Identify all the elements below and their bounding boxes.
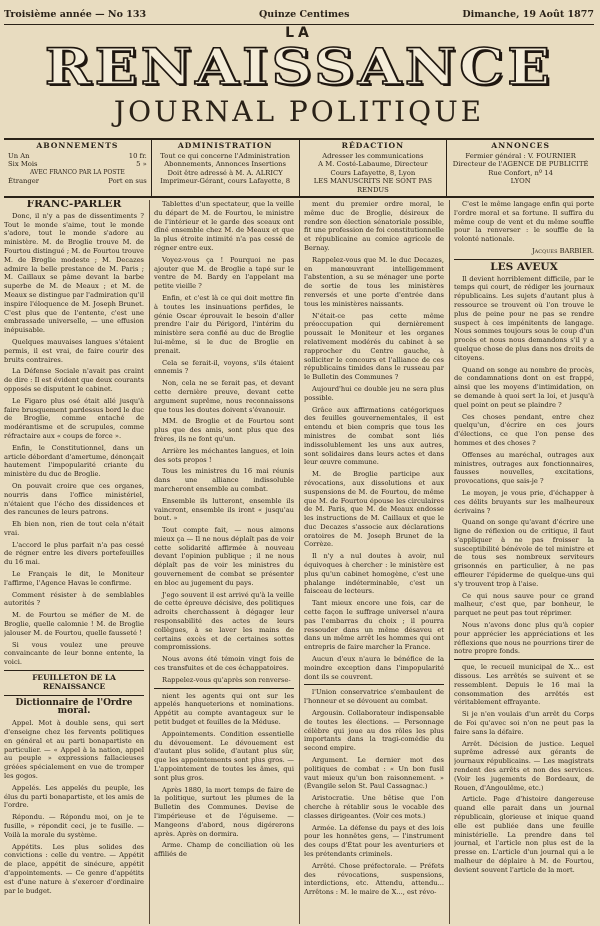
masthead-article: LA: [285, 25, 313, 41]
subscriptions-box: [4, 140, 151, 196]
dictionary-title: Dictionnaire de l'Ordre moral.: [15, 697, 133, 717]
article-title: FRANC-PARLER: [26, 200, 122, 210]
newspaper-page: [4, 4, 594, 922]
column-3: ment du premier ordre moral, le même duc de Broglie, désireux de rendre son élection sénatoriale possible, fit une profession de foi constitutionnelle et républicaine au comice agricole de Bernay. Rappelez-vous que M. le duc Decazes, en manœuvrant intelligemment l'abstention, a su se ménager une porte de sortie de tous les ministères renversés et une porte d'entrée dans tous les ministères naissants. N'était-ce pas cette même préoccupation qui dernièrement poussait le Moniteur et les organes relativement modérés du cabinet à se rapprocher du Centre gauche, à solliciter le concours et l'alliance de ces républicains timides dans le russeau par le Bulletin des Communes ? Aujourd'hui ce double jeu ne sera plus possible. Grâce aux affirmations catégoriques des feuilles gouvernementales, il est entendu et bien compris que tous les ministres de combat sont liés indissolublement les uns aux autres, sont solidaires dans leurs actes et dans leur œuvre commune. M. de Broglie participe aux révocations, aux dissolutions et aux suspensions de M. de Fourtou, de même que M. de Fourtou épouse les circulaires de M. Paris, que M. de Meaux endosse les instructions de M. Caillaux et que le duc Decazes s'associe aux déclarations oratoires de M. Joseph Brunet de la Corrèze. Il n'y a nul doutes à avoir, nul équivoques à chercher : le ministère est plus qu'un cabinet homogène, c'est une phalange indéterminable, c'est un faisceau de lecteurs. Tant mieux encore une fois, car de cette façon le suffrage universel n'aura pas l'embarras du choix ; il pourra ressouder dans un même désaveu et dans un même arrêt les hommes qui ont entrepris de faire marcher la France. Aucun d'eux n'aura le bénéfice de la moindre exception dans l'impopularité dont ils se couvrent. l'Union conservatrice s'embaulent de l'honneur et se dévouent au combat. Argousin. Collaborateur indispensable de toutes les élections. — Personnage célèbre qui joue au dos rôles les plus importants dans la tragi-comédie du second empire. Argument. Le dernier mot des politiques de combat : « Un bon fusil vaut mieux qu'un bon raisonnement. » (Évangile selon St. Paul Cassagnac.) Aristocratie. Une bêtise que l'on cherche à rétablir sous le vocable des classes dirigeantes. (Voir ces mots.) Armée. La défense du pays et des lois pour les honnêtes gens, — l'instrument des coups d'État pour les aventuriers et les prétendants criminels. Arrêté. Chose préfectorale. — Préfets des révocations, suspensions, interdictions, etc. Attendu, attendu... Arrêtons : M. le maire de X..., est révo-: [304, 200, 444, 897]
subscription-row: Étranger Port en sus: [8, 177, 147, 186]
author-signature: Jacques BARBIER.: [531, 246, 594, 255]
masthead: [4, 26, 594, 128]
advertising-box: ANNONCES Fermier général : V. FOURNIER Directeur de l'AGENCE DE PUBLICITÉ Rue Confort, nº 14 LYON: [446, 140, 594, 196]
administration-heading: ADMINISTRATION: [177, 141, 273, 150]
editorial-box: RÉDACTION Adresser les communications A M. Costé-Labaume, Directeur Cours Lafayette, 8, Lyon LES MANUSCRITS NE SONT PAS RENDUS: [299, 140, 447, 196]
subscription-row: Six Mois 5 »: [8, 160, 147, 169]
info-bar: [4, 138, 594, 198]
masthead-subtitle: JOURNAL POLITIQUE: [113, 95, 485, 128]
feuilleton-heading: FEUILLETON DE LA RENAISSANCE: [32, 673, 116, 691]
column-2: Tablettes d'un spectateur, que la veille du départ de M. de Fourtou, le ministre de l'intérieur et le garde des sceaux ont dîné ensemble chez M. de Meaux et que la plus étroite intimité n'a pas cessé de régner entre eux. Voyez-vous ça ! Pourquoi ne pas ajouter que M. de Broglie a tapé sur le ventre de M. Bardy en l'appelant ma petite vieille ? Enfin, et c'est là ce qui doit mettre fin à toutes les insinuations perfides, le génie Oscar éprouvait le besoin d'aller prendre l'air du Périgord, l'intérim du ministère sera confié au duc de Broglie lui-même, si le duc de Broglie en prenait. Cela se ferait-il, voyons, s'ils étaient ennemis ? Non, cela ne se ferait pas, et devant cette dernière preuve, devant cette argument suprême, nous reconnaissons que tous les doutes doivent s'évanouir. MM. de Broglie et de Fourtou sont plus que des amis, sont plus que des frères, ils ne font qu'un. Arrière les méchantes langues, et loin des sots propos ! Tous les ministres du 16 mai réunis dans une alliance indissoluble marcheront ensemble au combat. Ensemble ils lutteront, ensemble ils vaincront, ensemble ils iront « jusqu'au bout. » Tout compte fait, — nous aimons mieux ça — Il ne nous déplaît pas de voir cette solidarité affirmée à nouveau devant l'opinion publique ; il ne nous déplaît pas de voir les ministres du gouvernement de combat se présenter en bloc au jugement du pays. J'ego souvent il est arrivé qu'à la veille de cette épreuve décisive, des politiques adroits cherchassent à dégager leur responsabilité des actes de leurs collègues, à se laver les mains de certains excès et de certaines sottes compromissions. Nous avons été témoin vingt fois de ces transfuites et de ces échappatoires. Rappelez-vous qu'après son renverse- nient les agents qui ont sur les appelés hanqueterions et nominations. Appétit au compte avantageux sur le petit budget et feuilles de la Méduse. Appointements. Condition essentielle du dévouement. Le dévouement est d'autant plus solide, d'autant plus sûr, que les appointements sont plus gros. — L'appointement de toutes les âmes, qui sont plus gros. Après 1880, la mort temps de faire de la politique, surtout les plumes de la Bulletin des Communes. Devise de l'impérieuse et de l'éguiseme. — Mangeons d'abord, nous digérerons après. Après on dormira. Arme. Champ de conciliation où les affiliés de: [154, 200, 294, 859]
column-4: C'est le même langage enfin qui porte l'ordre moral et sa fortune. Il suffira du même coup de vent et du même souffle pour la renverser : le souffle de la volonté nationale. Jacques BARBIER. LES AVEUX Il devient horriblement difficile, par le temps qui court, de rédiger les journaux républicains. Les sujets d'autant plus à ressource se trouvent où l'on trouve le plus de peine pour ne pas se rendre suspect à ces impénitents de langage. Nous sommes toujours sous le coup d'un procès et nous nous demandons s'il y a quelque chose de plus dans nos droits de citoyens. Quand on songe au nombre de procès, de condamnations dont on est frappé, ainsi que les moyens d'intimidation, on se demande à quoi sert la loi, et jusqu'à quel point on peut se plaindre ? Ces choses pendant, entre chez quelqu'un, d'écrire en ces jours d'élections, ce que l'on pense des hommes et des choses ? Offenses au maréchal, outrages aux ministres, outrages aux fonctionnaires, fausses nouvelles, excitations, provocations, que sais-je ? Le moyen, je vous prie, d'échapper à ces délits bruyants sur les malheureux écrivains ? Quand on songe qu'avant d'écrire une ligne de réflexion ou de critique, il faut s'appliquer à ne pas froisser la susceptibilité bénévole de tel ministre et de tous ses nombreux serviteurs grisonnés en particulier, à ne pas effleurer l'épiderme de quelque-uns qui s'y trouvent trop à l'aise. Ce qui nous sauve pour ce grand malheur, c'est que, par bonheur, le parquet ne peut pas tout réprimer. Nous n'avons donc plus qu'à copier pour apprécier les appréciations et les réflexions que nous ne pourrions tirer de notre propre fonds. que, le recueil municipal de X... est dissous. Les arrêtés se suivent et se ressemblent. Depuis le 16 mai la consommation des arrêtés est véritablement effrayante. Si je n'en voulais d'un arrêt du Corps de Foi qu'avec soi n'on ne peut pas la faire sans la défaire. Arrêt. Décision de justice. Lequel suprême adressé aux gérants de journaux républicains. — Les magistrats rendent des arrêts et non des services. (Voir les jugements de Bordeaux, de Rouen, d'Angoulême, etc.) Article. Page d'histoire dangereuse quand elle parait dans un journal républicain, glorieuse et inique quand elle est publiée dans une feuille ministérielle. La prendre dans tel journal, et l'article non plus est de la presse en. L'article d'un journal qui a le malheur de déplaire à M. de Fourtou, devient souvent l'article de la mort.: [454, 200, 594, 874]
editorial-heading: RÉDACTION: [341, 141, 405, 150]
issue-line: [4, 4, 594, 25]
article-title: LES AVEUX: [490, 260, 558, 273]
column-1: FRANC-PARLER Donc, il n'y a pas de dissentiments ? Tout le monde s'aime, tout le monde s'adore, tout le monde s'adore au ministère. M. de Broglie trouve M. de Fourtou distingué ; M. de Fourtou trouve M. de Broglie modeste ; M. Decazes admire la belle prestance de M. Paris ; M. Caillaux se pâme devant la barbe superbe de M. de Meaux ; et M. de Meaux se distingue par l'admiration qu'il inspire l'éloquence de M. Joseph Brunet. C'est plus que de l'entente, c'est une embrassade universelle, — une effusion inépuisable. Quelques mauvaises langues s'étaient permis, il est vrai, de faire courir des bruits contraires. La Défense Sociale n'avait pas craint de dire : Il est évident que deux courants opposés se disputent le cabinet. Le Figaro plus osé était allé jusqu'à faire brusquement pardessus bord le duc de Broglie, comme entaché de modérantisme et de scrupules, comme réfractaire aux « coups de force ». Enfin, le Constitutionnel, dans un article débordant d'amertume, dénonçait hautement l'impopularité criante du ministère du duc de Broglie. On pouvait croire que ces organes, nourris dans l'office ministériel, n'étaient que l'écho des dissidences et des rancunes de leurs patrons. Eh bien non, rien de tout cela n'était vrai. L'accord le plus parfait n'a pas cessé de régner entre les divers portefeuilles du 16 mai. Le Français le dit, le Moniteur l'affirme, l'Agence Havas le confirme. Comment résister à de semblables autorités ? M. de Fourtou se méfier de M. de Broglie, quelle calomnie ! M. de Broglie jalouser M. de Fourtou, quelle fausseté ! Si vous voulez une preuve convaincante de leur bonne entente, la voici. FEUILLETON DE LA RENAISSANCE Dictionnaire de l'Ordre moral. Appel. Mot à double sens, qui sert d'enseigne chez les fervents politiques en général et au parti bonapartiste en particulier. — « Appel à la nation, appel au peuple » expressions fallacieuses gréées spécialement en vue de tromper les gogos. Appelés. Les appelés du peuple, les élus du parti bonapartiste, et les amis de l'ordre. Répondu. — Répondu moi, on je te fusille, » répondit ceci, je te fusille. — Voilà la morale du système. Appétits. Les plus solides des convictions : celle du ventre. — Appétit de place, appétit de sinécure, appétit d'appointements. — Ce genre d'appétits est d'une nature à s'exercer d'ordinaire par le budget.: [4, 200, 144, 895]
subscriptions-heading: ABONNEMENTS: [36, 141, 119, 150]
masthead-title: RENAISSANCE: [44, 37, 554, 96]
subscription-note: AVEC FRANCO PAR LA POSTE: [29, 168, 125, 176]
administration-box: ADMINISTRATION Tout ce qui concerne l'Administration Abonnements, Annonces Insertions Doit être adressé à M. A. ALRICY Imprimeur-Gérant, cours Lafayette, 8: [151, 140, 299, 196]
issue-price: Quinze Centimes: [259, 8, 350, 20]
subscription-row: Un An 10 fr.: [8, 151, 147, 160]
issue-number: Troisième année — No 133: [4, 8, 147, 20]
issue-date: Dimanche, 19 Août 1877: [462, 8, 594, 20]
column-divider: [299, 200, 300, 924]
column-divider: [449, 200, 450, 924]
advertising-heading: ANNONCES: [491, 141, 550, 150]
column-divider: [149, 200, 150, 924]
